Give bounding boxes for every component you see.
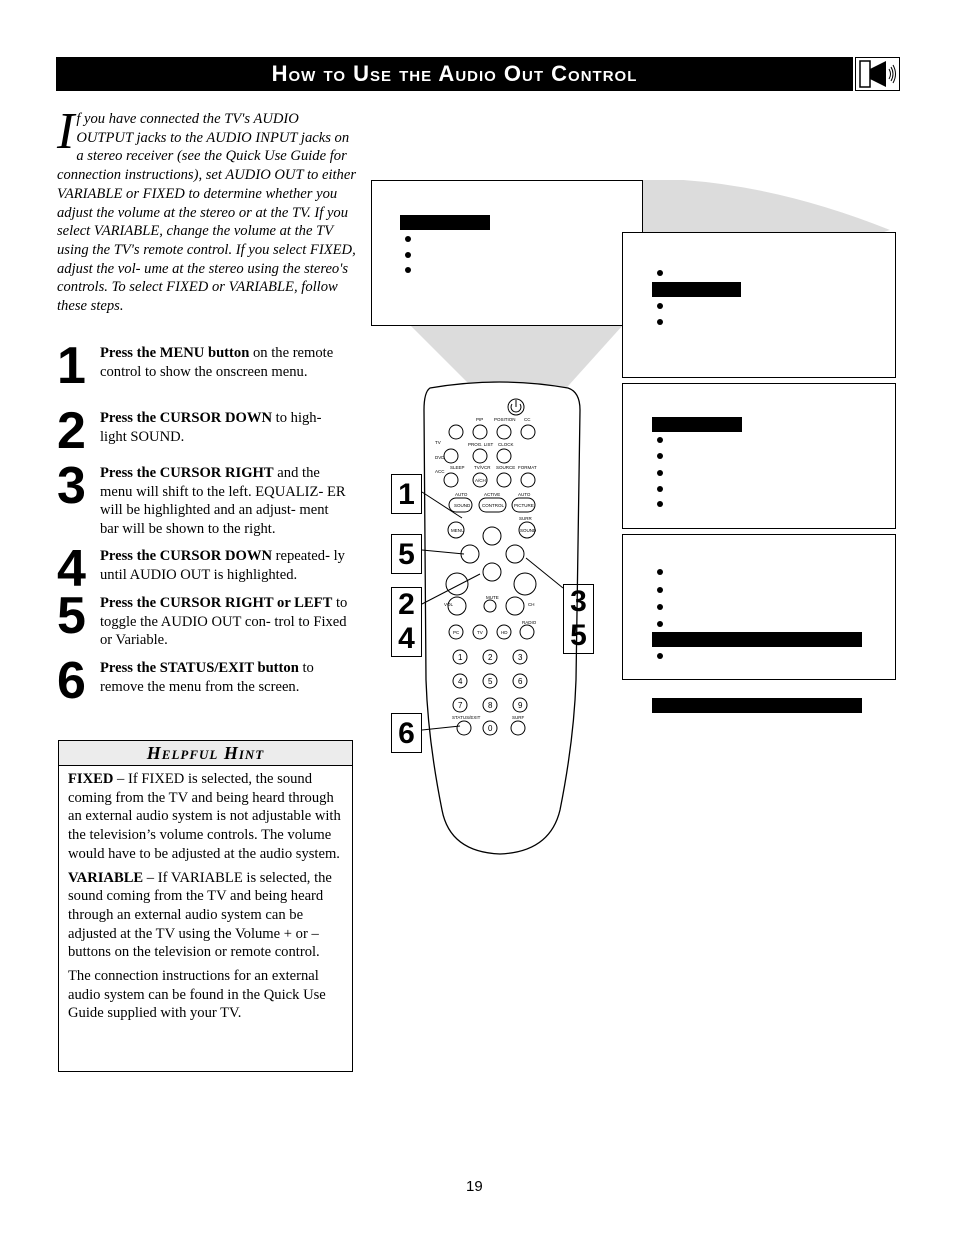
label-surf: SURF [512, 715, 525, 720]
callout-step-5: 5 [391, 534, 422, 574]
step-number: 6 [57, 652, 86, 710]
label-sound: SOUND [454, 503, 471, 508]
menu-highlight-bar [652, 417, 742, 432]
digit-3: 3 [518, 653, 523, 662]
menu-bullet [657, 319, 663, 325]
callout-step-3: 3 [570, 585, 587, 618]
menu-bullet [657, 501, 663, 507]
label-hd: HD [501, 630, 508, 635]
page-number: 19 [466, 1178, 483, 1195]
step-text [100, 594, 350, 650]
label-picture: PICTURE [514, 503, 534, 508]
step-number: 5 [57, 587, 86, 645]
step-rest: to toggle the AUDIO OUT con- trol to Fixed or Variable. [100, 595, 348, 649]
step-text [100, 409, 350, 446]
menu-bullet [657, 303, 663, 309]
page-title: How to Use the Audio Out Control [271, 61, 638, 86]
label-tv: TV [435, 440, 441, 445]
hint-variable-label: VARIABLE [68, 869, 144, 886]
step-text [100, 659, 350, 696]
step-1 [57, 337, 357, 402]
menu-bullet [657, 270, 663, 276]
label-ach: A/CH [475, 478, 486, 483]
menu-bullet [405, 267, 411, 273]
step-number: 3 [57, 457, 86, 515]
step-2 [57, 402, 357, 460]
menu-screen-3 [622, 383, 896, 529]
label-menu: MENU [451, 528, 465, 533]
label-dvd: DVD [435, 455, 445, 460]
label-source: SOURCE [496, 465, 516, 470]
hint-fixed-text: – If FIXED is selected, the sound coming from the TV and being heard through an external audio system is not adjustable with the television’s volume controls. The volume would have to be adjusted at the audio system. [68, 771, 341, 862]
step-bold: Press the CURSOR DOWN [100, 410, 273, 426]
label-format: FORMAT [518, 465, 537, 470]
label-tvvcr: TV/VCR [474, 465, 491, 470]
callout-step-4: 4 [398, 622, 415, 655]
step-4 [57, 540, 357, 598]
label-acc: ACC [435, 469, 445, 474]
digit-7: 7 [458, 701, 463, 710]
step-rest: to remove the menu from the screen. [100, 660, 314, 695]
callout-lines [380, 470, 580, 760]
step-rest: and the menu will shift to the left. EQUALIZ- ER will be highlighted and an adjust- ment bar will be shown to the right. [100, 465, 346, 538]
label-sound-2: SOUND [520, 528, 537, 533]
label-active: ACTIVE [484, 492, 501, 497]
label-sleep: SLEEP [450, 465, 465, 470]
step-number: 2 [57, 402, 86, 460]
menu-bullet [657, 453, 663, 459]
label-vol: VOL [444, 602, 454, 607]
label-position: POSITION [494, 417, 516, 422]
menu-screen-1 [371, 180, 643, 326]
digit-4: 4 [458, 677, 463, 686]
step-text [100, 344, 350, 381]
label-tv-button: TV [477, 630, 483, 635]
digit-9: 9 [518, 701, 523, 710]
step-rest: repeated- ly until AUDIO OUT is highlighted. [100, 548, 345, 583]
callout-step-1: 1 [391, 474, 422, 514]
menu-bullet [657, 486, 663, 492]
menu-bullet [657, 569, 663, 575]
menu-bullet [405, 252, 411, 258]
step-3 [57, 457, 357, 540]
hint-variable-text: – If VARIABLE is selected, the sound coming from the TV and being heard through an external audio system can be adjusted at the TV using the Volume + or – buttons on the television or remote control. [68, 869, 332, 961]
hint-note: The connection instructions for an external audio system can be found in the Quick Use Guide supplied with your TV. [68, 968, 326, 1022]
digit-6: 6 [518, 677, 523, 686]
digit-8: 8 [488, 701, 493, 710]
step-6 [57, 652, 357, 710]
label-control: CONTROL [482, 503, 505, 508]
digit-1: 1 [458, 653, 463, 662]
hint-fixed-label: FIXED [68, 771, 114, 787]
step-bold: Press the CURSOR DOWN [100, 548, 273, 564]
step-bold: Press the STATUS/EXIT button [100, 660, 299, 676]
digit-2: 2 [488, 653, 493, 662]
hint-fixed [68, 770, 342, 864]
step-5 [57, 587, 357, 652]
menu-screen-2 [622, 232, 896, 378]
menu-bullet [405, 236, 411, 242]
intro-paragraph [57, 103, 357, 316]
digit-5: 5 [488, 677, 493, 686]
menu-bullet [657, 437, 663, 443]
hint-variable [68, 869, 342, 963]
label-cc: CC [524, 417, 531, 422]
menu-bullet [657, 653, 663, 659]
digit-0: 0 [488, 724, 493, 733]
callout-step-6: 6 [391, 713, 422, 753]
label-surr: SURR [519, 516, 532, 521]
audio-out-highlight-bar [652, 632, 862, 647]
callout-step-2: 2 [398, 588, 415, 621]
step-bold: Press the CURSOR RIGHT or LEFT [100, 595, 333, 611]
label-auto-2: AUTO [518, 492, 531, 497]
label-pc: PC [453, 630, 460, 635]
menu-bullet [657, 587, 663, 593]
page-title-bar [56, 57, 853, 91]
step-number: 1 [57, 337, 86, 395]
step-rest: to high- light SOUND. [100, 410, 322, 445]
label-clock: CLOCK [498, 442, 514, 447]
step-text [100, 547, 350, 584]
step-bold: Press the CURSOR RIGHT [100, 465, 274, 481]
menu-screen-4 [622, 534, 896, 680]
menu-bullet [657, 604, 663, 610]
label-radio: RADIO [522, 620, 537, 625]
label-status-exit: STATUS/EXIT [452, 715, 481, 720]
step-rest: on the remote control to show the onscreen menu. [100, 345, 334, 380]
menu-highlight-bar [400, 215, 490, 230]
speaker-icon [855, 57, 900, 91]
menu-bullet [657, 470, 663, 476]
label-pip: PIP [476, 417, 484, 422]
label-prog-list: PROG. LIST [468, 442, 494, 447]
hint-title: Helpful Hint [59, 741, 352, 766]
step-number: 4 [57, 540, 86, 598]
helpful-hint-box [58, 740, 353, 1072]
drop-cap: I [57, 103, 75, 160]
label-mute: MUTE [486, 595, 499, 600]
callout-step-5b: 5 [570, 619, 587, 652]
audio-out-toggle-bar [652, 698, 862, 713]
step-bold: Press the MENU button [100, 345, 250, 361]
label-auto-1: AUTO [455, 492, 468, 497]
menu-bullet [657, 621, 663, 627]
menu-highlight-bar [652, 282, 741, 297]
step-text [100, 464, 350, 539]
intro-text: f you have connected the TV's AUDIO OUTPUT jacks to the AUDIO INPUT jacks on a stereo receiver (see the Quick Use Guide for connection instructions), set AUDIO OUT to either VARIABLE or FIXED to determine whether you adjust the volume at the stereo or at the TV. If you select VARIABLE, change the volume at the TV using the TV's remote control. If you select FIXED, adjust the vol- ume at the stereo using the stereo's controls. To select FIXED or VARIABLE, follow these steps. [57, 111, 357, 315]
label-ch: CH [528, 602, 535, 607]
